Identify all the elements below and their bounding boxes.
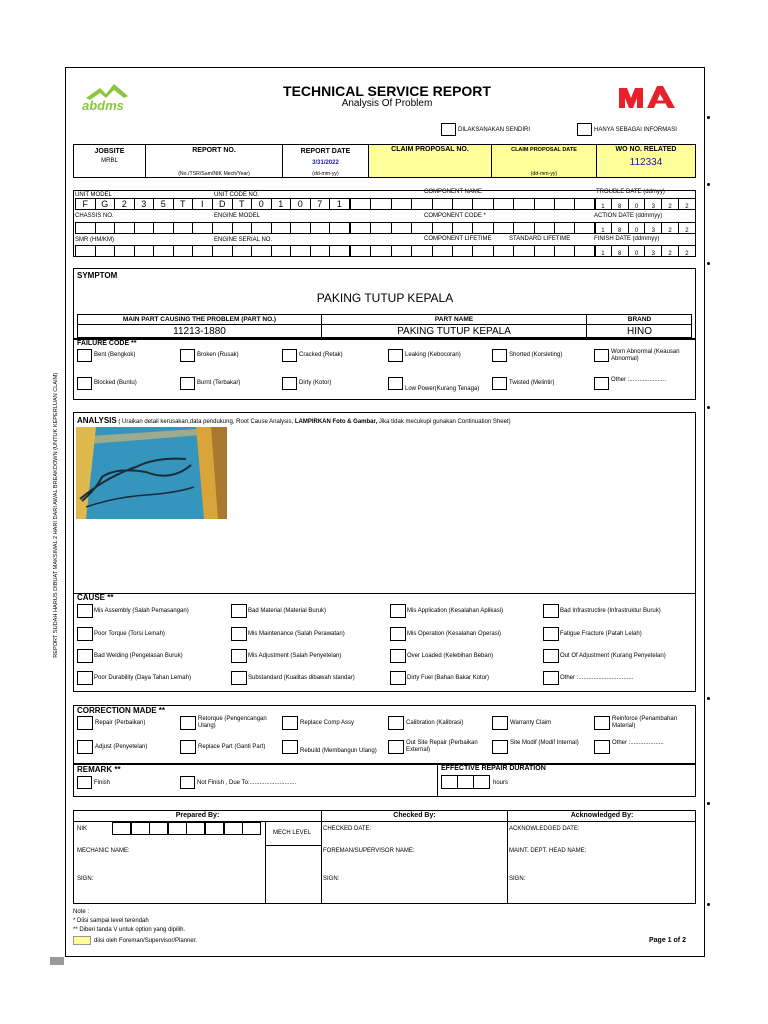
unit-grid-cell[interactable]: 1 — [594, 245, 612, 257]
unit-grid-cell[interactable]: 2 — [114, 198, 135, 210]
nik-cell[interactable] — [149, 822, 168, 835]
finish-label: Finish — [94, 780, 111, 786]
checked-date-label: CHECKED DATE: — [323, 826, 372, 832]
unit-grid-cell[interactable] — [472, 245, 493, 257]
note-2: ** Diberi tanda V untuk option yang dipilih. — [73, 927, 186, 933]
cause-option-label: Substandard (Kualitas dibawah standar) — [248, 675, 355, 681]
analysis-label: ANALYSIS — [77, 416, 117, 425]
cause-option-label: Bad Material (Material Buruk) — [248, 608, 327, 614]
symptom-text[interactable]: PAKING TUTUP KEPALA — [316, 291, 454, 305]
remark-section — [73, 764, 696, 797]
unit-grid-cell[interactable] — [472, 198, 493, 210]
cause-checkbox[interactable] — [390, 627, 406, 641]
unit-grid-cell[interactable]: 7 — [310, 198, 331, 210]
chassis-label: CHASSIS NO. — [75, 213, 114, 219]
unit-grid-cell[interactable] — [534, 245, 555, 257]
mech-level-label: MECH LEVEL — [273, 830, 312, 836]
failure-option-label: Twisted (Melintir) — [509, 380, 555, 386]
failure-option-label: Leaking (Kebocoran) — [405, 352, 461, 358]
cause-option-label: Bad Welding (Pengelasan Buruk) — [94, 653, 183, 659]
brand-value[interactable]: HINO — [627, 326, 652, 337]
cause-option-label: Dirty Fuel (Bahan Bakar Kotor) — [407, 675, 490, 681]
jobsite-value[interactable]: MRBL — [101, 158, 118, 164]
unit-grid-cell[interactable] — [134, 245, 155, 257]
option-self-checkbox[interactable] — [441, 123, 456, 136]
nik-cell[interactable] — [168, 822, 187, 835]
failure-option-label: Worn Abnormal (Keausan Abnormal) — [611, 349, 680, 362]
cause-option-label: Out Of Adjustment (Kurang Penyetelan) — [560, 653, 666, 659]
unit-grid-cell[interactable] — [251, 222, 272, 234]
main-part-header: MAIN PART CAUSING THE PROBLEM (PART NO.) — [122, 316, 277, 323]
correction-option-label: Rebuild (Membangun Ulang) — [300, 748, 377, 754]
unit-grid-cell[interactable]: 0 — [628, 222, 646, 234]
unit-grid-cell[interactable] — [251, 245, 272, 257]
unit-grid-cell[interactable] — [411, 222, 432, 234]
brand-header: BRAND — [627, 316, 652, 323]
correction-checkbox[interactable] — [180, 716, 196, 730]
correction-option-label: Warranty Claim — [510, 720, 552, 726]
report-subtitle: Analysis Of Problem — [341, 98, 433, 109]
unit-grid-cell[interactable] — [574, 222, 595, 234]
unit-grid-cell[interactable]: 2 — [678, 222, 696, 234]
correction-checkbox[interactable] — [388, 740, 404, 754]
cause-checkbox[interactable] — [77, 627, 93, 641]
failure-checkbox[interactable] — [282, 349, 297, 362]
standard-lifetime-label: STANDARD LIFETIME — [509, 236, 571, 242]
unit-grid-cell[interactable] — [212, 222, 233, 234]
unit-grid-cell[interactable] — [411, 198, 432, 210]
correction-option-label: Repair (Perbaikan) — [95, 720, 146, 726]
smr-label: SMR (HM/KM) — [75, 237, 114, 243]
unit-grid-cell[interactable] — [370, 222, 391, 234]
unit-grid-cell[interactable]: 1 — [271, 198, 292, 210]
unit-grid-cell[interactable]: 1 — [594, 222, 612, 234]
unit-grid-cell[interactable] — [350, 245, 371, 257]
cause-checkbox[interactable] — [77, 604, 93, 618]
unit-grid-cell[interactable] — [350, 198, 371, 210]
failure-checkbox[interactable] — [180, 377, 195, 390]
unit-grid-cell[interactable] — [192, 222, 213, 234]
margin-dot — [707, 116, 710, 119]
duration-label: EFFECTIVE REPAIR DURATION — [441, 765, 546, 772]
cause-checkbox[interactable] — [231, 671, 247, 685]
cause-option-label: Fatigue Fracture (Patah Lelah) — [560, 631, 642, 637]
foreman-sign-label: SIGN: — [323, 876, 340, 882]
unit-grid-cell[interactable] — [75, 245, 96, 257]
engine-serial-label: ENGINE SERIAL NO. — [214, 237, 273, 243]
unit-model-label: UNIT MODEL — [75, 192, 112, 198]
correction-checkbox[interactable] — [77, 716, 93, 730]
wo-label: WO NO. RELATED — [615, 146, 677, 153]
correction-checkbox[interactable] — [594, 716, 610, 730]
unit-grid-cell[interactable] — [391, 198, 412, 210]
cause-checkbox[interactable] — [77, 649, 93, 663]
cause-label: CAUSE ** — [77, 593, 114, 602]
note-yellow-swatch — [73, 936, 91, 945]
failure-option-label: Low Power(Kurang Tenaga) — [405, 386, 480, 392]
report-no-hint: (No./TSR/Sam/NIK Mech/Year) — [178, 171, 250, 177]
margin-dot — [707, 406, 710, 409]
correction-option-label: Reinforce (Penambahan Material) — [612, 716, 678, 729]
scroll-marker[interactable] — [50, 957, 64, 965]
cause-checkbox[interactable] — [543, 671, 559, 685]
unit-grid-cell[interactable] — [452, 245, 473, 257]
margin-dot — [707, 903, 710, 906]
report-date-value[interactable]: 3/31/2022 — [312, 160, 339, 166]
correction-section — [73, 705, 696, 764]
cause-option-label: Mis Adjustment (Salah Penyetelan) — [248, 653, 342, 659]
unit-grid-cell[interactable] — [493, 222, 514, 234]
cause-option-label: Over Loaded (Kelebihan Beban) — [407, 653, 494, 659]
correction-checkbox[interactable] — [594, 740, 610, 754]
failure-checkbox[interactable] — [594, 349, 609, 362]
cause-option-label: Bad Infrastructire (Infrastruktur Buruk) — [560, 608, 661, 614]
correction-checkbox[interactable] — [77, 740, 93, 754]
maint-sign-label: SIGN: — [509, 876, 526, 882]
unit-grid-cell[interactable] — [134, 222, 155, 234]
abdms-logo — [80, 78, 142, 114]
correction-option-label: Replace Comp Assy — [300, 720, 355, 726]
checked-by: Checked By: — [393, 812, 436, 819]
unit-grid-cell[interactable] — [310, 245, 331, 257]
unit-grid-cell[interactable] — [212, 245, 233, 257]
cause-checkbox[interactable] — [231, 649, 247, 663]
action-date-label: ACTION DATE (ddmmyy) — [594, 213, 663, 219]
failure-option-label: Dirty (Kotor) — [299, 380, 332, 386]
correction-option-label: Out Site Repair (Perbaikan External) — [406, 740, 478, 753]
part-no-value[interactable]: 11213-1880 — [173, 326, 226, 337]
unit-grid-cell[interactable]: 8 — [611, 245, 629, 257]
jobsite-label: JOBSITE — [94, 148, 125, 155]
unit-grid-cell[interactable] — [173, 222, 194, 234]
unit-grid-cell[interactable]: 8 — [611, 198, 629, 210]
cause-option-label: Mis Application (Kesalahan Aplikasi) — [407, 608, 504, 614]
cause-checkbox[interactable] — [77, 671, 93, 685]
unit-grid-cell[interactable]: 0 — [290, 198, 311, 210]
correction-label: CORRECTION MADE ** — [77, 706, 166, 715]
cause-checkbox[interactable] — [390, 604, 406, 618]
symptom-label: SYMPTOM — [77, 271, 118, 280]
correction-option-label: Adjust (Penyetelan) — [95, 744, 148, 750]
correction-checkbox[interactable] — [282, 740, 298, 754]
unit-grid-cell[interactable]: 3 — [644, 222, 662, 234]
unit-grid-cell[interactable] — [153, 245, 174, 257]
unit-grid-cell[interactable] — [432, 222, 453, 234]
cause-option-label: Mis Operation (Kesalahan Operasi) — [407, 631, 502, 637]
unit-grid-cell[interactable] — [310, 222, 331, 234]
nik-cell[interactable] — [131, 822, 150, 835]
cause-checkbox[interactable] — [390, 649, 406, 663]
unit-grid-cell[interactable] — [329, 222, 350, 234]
failure-label: FAILURE CODE ** — [77, 340, 137, 347]
unit-grid-cell[interactable] — [574, 198, 595, 210]
failure-checkbox[interactable] — [388, 349, 403, 362]
side-note: REPORT SUDAH HARUS DIBUAT MAKSIMAL 2 HARI DARI AWAL BREAKDOWN (UNTUK KEPERLUAN CLAIM) — [53, 372, 60, 658]
unit-grid-cell[interactable] — [513, 245, 534, 257]
component-code-label: COMPONENT CODE * — [424, 213, 486, 219]
unit-grid-cell[interactable] — [554, 245, 575, 257]
unit-grid-cell[interactable] — [370, 245, 391, 257]
unit-grid-cell[interactable]: 5 — [153, 198, 174, 210]
failure-option-label: Burnt (Terbakar) — [197, 380, 241, 386]
claim-no-label: CLAIM PROPOSAL NO. — [391, 146, 469, 153]
failure-checkbox[interactable] — [594, 377, 609, 390]
cause-checkbox[interactable] — [543, 627, 559, 641]
margin-dot — [707, 183, 710, 186]
unit-grid-cell[interactable]: 2 — [661, 198, 679, 210]
failure-checkbox[interactable] — [77, 377, 92, 390]
unit-grid-cell[interactable] — [173, 245, 194, 257]
unit-grid-cell[interactable]: D — [212, 198, 233, 210]
analysis-instr-a: ( Uraikan detail kerusakan,data pendukung, Root Cause Analysis, — [118, 419, 295, 425]
unit-grid-cell[interactable] — [192, 245, 213, 257]
unit-grid-cell[interactable] — [232, 245, 253, 257]
nik-cell[interactable] — [242, 822, 261, 835]
correction-checkbox[interactable] — [388, 716, 404, 730]
unit-grid-cell[interactable]: G — [95, 198, 116, 210]
not-finish-label: Not Finish , Due To:............................ — [197, 780, 297, 786]
cause-option-label: Poor Torque (Torsi Lemah) — [94, 631, 165, 637]
part-name-header: PART NAME — [434, 316, 474, 323]
unit-grid-cell[interactable] — [114, 245, 135, 257]
failure-option-label: Blocked (Buntu) — [94, 380, 137, 386]
correction-option-label: Retorque (Pengencangan Ulang) — [198, 716, 267, 729]
unit-grid-cell[interactable] — [534, 222, 555, 234]
nik-cell[interactable] — [205, 822, 224, 835]
unit-code-label: UNIT CODE NO. — [214, 192, 260, 198]
wo-value[interactable]: 112334 — [629, 157, 663, 168]
unit-grid-cell[interactable]: 3 — [644, 198, 662, 210]
failure-checkbox[interactable] — [77, 349, 92, 362]
failure-checkbox[interactable] — [492, 349, 507, 362]
finish-checkbox[interactable] — [77, 776, 92, 789]
unit-grid-cell[interactable] — [411, 245, 432, 257]
unit-grid-cell[interactable] — [452, 222, 473, 234]
component-name-label: COMPONENT NAME — [424, 189, 482, 195]
unit-grid-cell[interactable] — [432, 245, 453, 257]
claim-date-hint: (dd-mm-yy) — [530, 171, 558, 177]
unit-grid-cell[interactable]: 0 — [628, 198, 646, 210]
maint-head-label: MAINT. DEPT. HEAD NAME: — [509, 848, 587, 854]
component-lifetime-label: COMPONENT LIFETIME — [424, 236, 492, 242]
failure-checkbox[interactable] — [180, 349, 195, 362]
unit-grid-cell[interactable] — [271, 222, 292, 234]
finish-date-label: FINISH DATE (ddmmyy) — [594, 236, 660, 242]
unit-grid-cell[interactable] — [290, 222, 311, 234]
unit-grid-cell[interactable] — [153, 222, 174, 234]
cause-checkbox[interactable] — [543, 604, 559, 618]
unit-grid-cell[interactable] — [493, 198, 514, 210]
option-info-checkbox[interactable] — [577, 123, 592, 136]
foreman-name-label: FOREMAN/SUPERVISOR NAME: — [323, 848, 415, 854]
report-title: TECHNICAL SERVICE REPORT — [283, 83, 491, 99]
unit-grid-cell[interactable]: 2 — [678, 198, 696, 210]
ma-logo — [617, 82, 679, 110]
page-number: Page 1 of 2 — [649, 937, 686, 944]
unit-grid-cell[interactable] — [513, 222, 534, 234]
correction-option-label: Other :.................... — [612, 740, 664, 746]
duration-cell-3[interactable] — [473, 775, 490, 789]
unit-grid-cell[interactable] — [370, 198, 391, 210]
unit-grid-cell[interactable] — [432, 198, 453, 210]
report-date-label: REPORT DATE — [300, 148, 351, 155]
cause-checkbox[interactable] — [231, 627, 247, 641]
cause-option-label: Poor Durability (Daya Tahan Lemah) — [94, 675, 191, 681]
failure-option-label: Bent (Bengkok) — [94, 352, 136, 358]
cause-option-label: Mis Assembly (Salah Pemasangan) — [94, 608, 189, 614]
unit-grid-cell[interactable]: I — [192, 198, 213, 210]
unit-grid-cell[interactable]: 2 — [661, 245, 679, 257]
engine-model-label: ENGINE MODEL — [214, 213, 261, 219]
unit-grid-cell[interactable]: 3 — [134, 198, 155, 210]
unit-grid-cell[interactable] — [114, 222, 135, 234]
not-finish-checkbox[interactable] — [180, 776, 195, 789]
unit-grid-cell[interactable] — [574, 245, 595, 257]
unit-grid-cell[interactable] — [290, 245, 311, 257]
claim-date-label: CLAIM PROPOSAL DATE — [511, 147, 577, 153]
note-title: Note : — [73, 909, 90, 915]
unit-grid-cell[interactable] — [350, 222, 371, 234]
note-3: diisi oleh Foreman/Supervisor/Planner. — [94, 938, 198, 944]
failure-option-label: Broken (Rusak) — [197, 352, 239, 358]
correction-checkbox[interactable] — [492, 740, 508, 754]
failure-option-label: Cracked (Retak) — [299, 352, 343, 358]
unit-grid-cell[interactable] — [391, 222, 412, 234]
unit-grid-cell[interactable]: 3 — [644, 245, 662, 257]
unit-grid-cell[interactable] — [329, 245, 350, 257]
option-info-label: HANYA SEBAGAI INFORMASI — [594, 127, 677, 133]
svg-text:abdms: abdms — [82, 98, 124, 113]
unit-grid-cell[interactable]: 2 — [678, 245, 696, 257]
gasket-photo[interactable] — [76, 427, 227, 519]
duration-cell-1[interactable] — [441, 775, 458, 789]
unit-grid-cell[interactable] — [493, 245, 514, 257]
cause-option-label: Mis Maintenance (Salah Perawatan) — [248, 631, 345, 637]
remark-label: REMARK ** — [77, 765, 121, 774]
unit-grid-cell[interactable] — [554, 198, 575, 210]
acknowledged-by: Acknowledged By: — [570, 812, 634, 819]
failure-option-label: Shorted (Korsleting) — [509, 352, 563, 358]
cause-checkbox[interactable] — [231, 604, 247, 618]
note-1: * Diisi sampai level terendah — [73, 918, 149, 924]
nik-label: NIK — [77, 826, 88, 832]
unit-grid-cell[interactable]: 1 — [594, 198, 612, 210]
unit-grid-cell[interactable] — [452, 198, 473, 210]
prepared-by: Prepared By: — [175, 812, 220, 819]
margin-dot — [707, 697, 710, 700]
option-self-label: DILAKSANAKAN SENDIRI — [458, 127, 531, 133]
report-date-hint: (dd-mm-yy) — [312, 171, 339, 177]
cause-option-label: Other :................................. — [560, 675, 634, 681]
unit-grid-cell[interactable]: T — [232, 198, 253, 210]
correction-option-label: Site Modif (Modif Internal) — [510, 740, 579, 746]
unit-grid-cell[interactable] — [95, 222, 116, 234]
trouble-date-label: TROUBLE DATE (ddmyy) — [596, 189, 665, 195]
cause-checkbox[interactable] — [390, 671, 406, 685]
unit-grid-cell[interactable]: T — [173, 198, 194, 210]
mechanic-name-label: MECHANIC NAME: — [77, 848, 130, 854]
failure-checkbox[interactable] — [282, 377, 297, 390]
mechanic-sign-label: SIGN: — [77, 876, 94, 882]
unit-grid-cell[interactable]: 8 — [611, 222, 629, 234]
unit-grid-cell[interactable] — [472, 222, 493, 234]
unit-grid-cell[interactable] — [513, 198, 534, 210]
unit-grid-cell[interactable] — [271, 245, 292, 257]
unit-grid-cell[interactable]: F — [75, 198, 96, 210]
failure-checkbox[interactable] — [388, 377, 403, 390]
ack-date-label: ACKNOWLEDGED DATE: — [509, 826, 580, 832]
unit-grid-cell[interactable] — [232, 222, 253, 234]
analysis-instructions — [77, 416, 687, 425]
failure-option-label: Other :...................... — [611, 377, 667, 383]
correction-checkbox[interactable] — [180, 740, 196, 754]
unit-grid-cell[interactable] — [534, 198, 555, 210]
correction-option-label: Replace Part (Ganti Part) — [198, 744, 266, 750]
nik-cell[interactable] — [112, 822, 131, 835]
hours-label: hours — [493, 780, 509, 786]
report-no-label: REPORT NO. — [192, 147, 236, 154]
analysis-instr-c: Jika tidak mecukupi gunakan Continuation Sheet) — [377, 419, 511, 425]
unit-grid-cell[interactable]: 0 — [628, 245, 646, 257]
unit-grid-cell[interactable]: 1 — [329, 198, 350, 210]
unit-grid-cell[interactable]: 2 — [661, 222, 679, 234]
correction-checkbox[interactable] — [282, 716, 298, 730]
failure-checkbox[interactable] — [492, 377, 507, 390]
duration-cell-2[interactable] — [457, 775, 474, 789]
unit-grid-cell[interactable] — [95, 245, 116, 257]
unit-grid-cell[interactable] — [391, 245, 412, 257]
margin-dot — [707, 262, 710, 265]
unit-grid-cell[interactable] — [75, 222, 96, 234]
correction-checkbox[interactable] — [492, 716, 508, 730]
margin-dot — [707, 802, 710, 805]
nik-cell[interactable] — [224, 822, 243, 835]
nik-cell[interactable] — [186, 822, 205, 835]
part-name-value[interactable]: PAKING TUTUP KEPALA — [397, 326, 511, 337]
cause-checkbox[interactable] — [543, 649, 559, 663]
unit-grid-cell[interactable]: 0 — [251, 198, 272, 210]
analysis-instr-b: LAMPIRKAN Foto & Gambar, — [294, 419, 378, 425]
correction-option-label: Calibration (Kalibrasi) — [406, 720, 464, 726]
unit-grid-cell[interactable] — [554, 222, 575, 234]
